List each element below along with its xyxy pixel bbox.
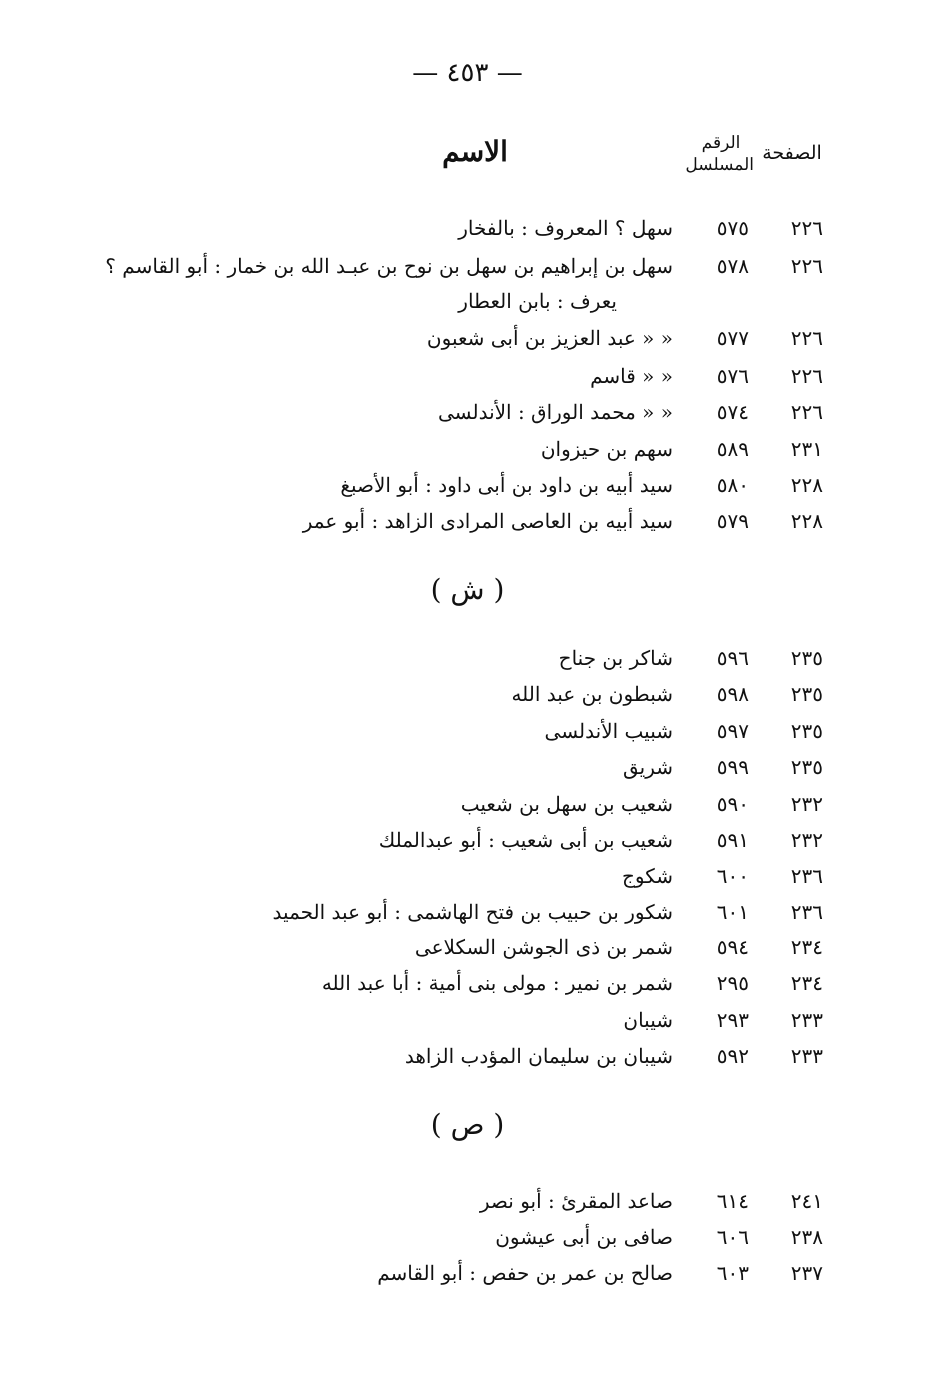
row-serial: ٦١٤ (716, 1189, 749, 1213)
row-page: ٢٣٥ (790, 646, 823, 670)
index-row (0, 858, 935, 894)
row-serial: ٥٩٢ (716, 1044, 749, 1068)
row-page: ٢٣٣ (790, 1044, 823, 1068)
row-page: ٢٣٢ (790, 828, 823, 852)
row-serial: ٥٧٦ (716, 364, 749, 388)
row-serial: ٥٧٨ (716, 254, 749, 278)
row-name: صالح بن عمر بن حفص : أبو القاسم (377, 1261, 673, 1285)
index-row (0, 1219, 935, 1255)
row-name: شعيب بن أبى شعيب : أبو عبدالملك (378, 828, 673, 852)
index-row (0, 431, 935, 467)
row-serial: ٦٠٠ (716, 864, 749, 888)
row-page: ٢٣٥ (790, 682, 823, 706)
row-serial: ٥٧٥ (716, 216, 749, 240)
row-name: سهم بن حيزوان (540, 437, 673, 461)
row-name: شريق (622, 755, 673, 779)
index-row (0, 210, 935, 246)
column-header-serial (685, 132, 754, 176)
row-serial: ٥٨٩ (716, 437, 749, 461)
index-row (0, 1038, 935, 1074)
row-name: سهل بن إبراهيم بن سهل بن نوح بن عبـد الله بن خمار : أبو القاسم ؟ (105, 254, 673, 278)
row-name: شبطون بن عبد الله (511, 682, 673, 706)
row-name: شكوج (621, 864, 673, 888)
row-name: شعيب بن سهل بن شعيب (460, 792, 673, 816)
row-name: شمر بن نمير : مولى بنى أمية : أبا عبد الله (321, 971, 673, 995)
row-serial: ٥٩٩ (716, 755, 749, 779)
row-page: ٢٣٦ (790, 900, 823, 924)
row-name: يعرف : بابن العطار (458, 289, 617, 313)
row-page: ٢٢٦ (790, 216, 823, 240)
column-header-name: الاسم (442, 135, 508, 168)
row-name: « « عبد العزيز بن أبى شعبون (426, 326, 673, 350)
row-name: « « قاسم (590, 364, 673, 388)
index-row (0, 676, 935, 712)
row-page: ٢٢٦ (790, 326, 823, 350)
row-name: شمر بن ذى الجوشن السكلاعى (414, 935, 673, 959)
row-serial: ٥٩٠ (716, 792, 749, 816)
section-heading-shin: ( ش ) (430, 573, 505, 606)
row-name: « « محمد الوراق : الأندلسى (437, 400, 673, 424)
index-row-continuation (0, 283, 935, 319)
row-serial: ٥٩١ (716, 828, 749, 852)
column-header-page: الصفحة (762, 142, 822, 164)
row-name: شيبان (623, 1008, 673, 1032)
index-row (0, 1002, 935, 1038)
index-row (0, 467, 935, 503)
row-page: ٢٣٣ (790, 1008, 823, 1032)
row-serial: ٥٧٧ (716, 326, 749, 350)
row-page: ٢٣١ (790, 437, 823, 461)
row-serial: ٦٠٦ (716, 1225, 749, 1249)
row-name: سهل ؟ المعروف : بالفخار (458, 216, 673, 240)
index-row (0, 786, 935, 822)
row-name: سيد أبيه بن العاصى المرادى الزاهد : أبو عمر (302, 509, 673, 533)
row-page: ٢٣٧ (790, 1261, 823, 1285)
row-page: ٢٣٨ (790, 1225, 823, 1249)
row-name: شيبان بن سليمان المؤدب الزاهد (404, 1044, 673, 1068)
page-number: — ٤٥٣ — (412, 58, 523, 88)
index-row (0, 1183, 935, 1219)
row-serial: ٥٩٧ (716, 719, 749, 743)
column-header-serial-line1: الرقم (701, 133, 741, 153)
row-serial: ٢٩٣ (716, 1008, 749, 1032)
index-row (0, 894, 935, 930)
index-row (0, 749, 935, 785)
row-name: شاكر بن جناح (558, 646, 673, 670)
index-row (0, 503, 935, 539)
index-row (0, 320, 935, 356)
row-name: شكور بن حبيب بن فتح الهاشمى : أبو عبد الحميد (272, 900, 673, 924)
row-serial: ٥٩٦ (716, 646, 749, 670)
row-page: ٢٢٦ (790, 254, 823, 278)
row-page: ٢٣٥ (790, 719, 823, 743)
row-serial: ٦٠٣ (716, 1261, 749, 1285)
index-row (0, 358, 935, 394)
index-row (0, 1255, 935, 1291)
section-heading-sad: ( ص ) (430, 1108, 505, 1141)
index-row (0, 929, 935, 965)
index-row (0, 394, 935, 430)
index-row (0, 248, 935, 284)
row-page: ٢٢٨ (790, 473, 823, 497)
row-serial: ٥٨٠ (716, 473, 749, 497)
index-row (0, 822, 935, 858)
row-serial: ٥٧٩ (716, 509, 749, 533)
row-name: شبيب الأندلسى (544, 719, 673, 743)
row-page: ٢٣٥ (790, 755, 823, 779)
row-name: صافى بن أبى عيشون (495, 1225, 673, 1249)
row-page: ٢٤١ (790, 1189, 823, 1213)
index-row (0, 965, 935, 1001)
row-page: ٢٣٤ (790, 935, 823, 959)
row-name: سيد أبيه بن داود بن أبى داود : أبو الأصبغ (340, 473, 673, 497)
row-page: ٢٢٦ (790, 400, 823, 424)
index-row (0, 640, 935, 676)
index-row (0, 713, 935, 749)
row-page: ٢٢٨ (790, 509, 823, 533)
row-page: ٢٣٤ (790, 971, 823, 995)
row-serial: ٥٩٤ (716, 935, 749, 959)
row-serial: ٢٩٥ (716, 971, 749, 995)
row-page: ٢٢٦ (790, 364, 823, 388)
row-page: ٢٣٢ (790, 792, 823, 816)
row-page: ٢٣٦ (790, 864, 823, 888)
row-serial: ٥٧٤ (716, 400, 749, 424)
row-name: صاعد المقرئ : أبو نصر (479, 1189, 673, 1213)
row-serial: ٦٠١ (716, 900, 749, 924)
column-header-serial-line2: المسلسل (685, 155, 754, 175)
row-serial: ٥٩٨ (716, 682, 749, 706)
